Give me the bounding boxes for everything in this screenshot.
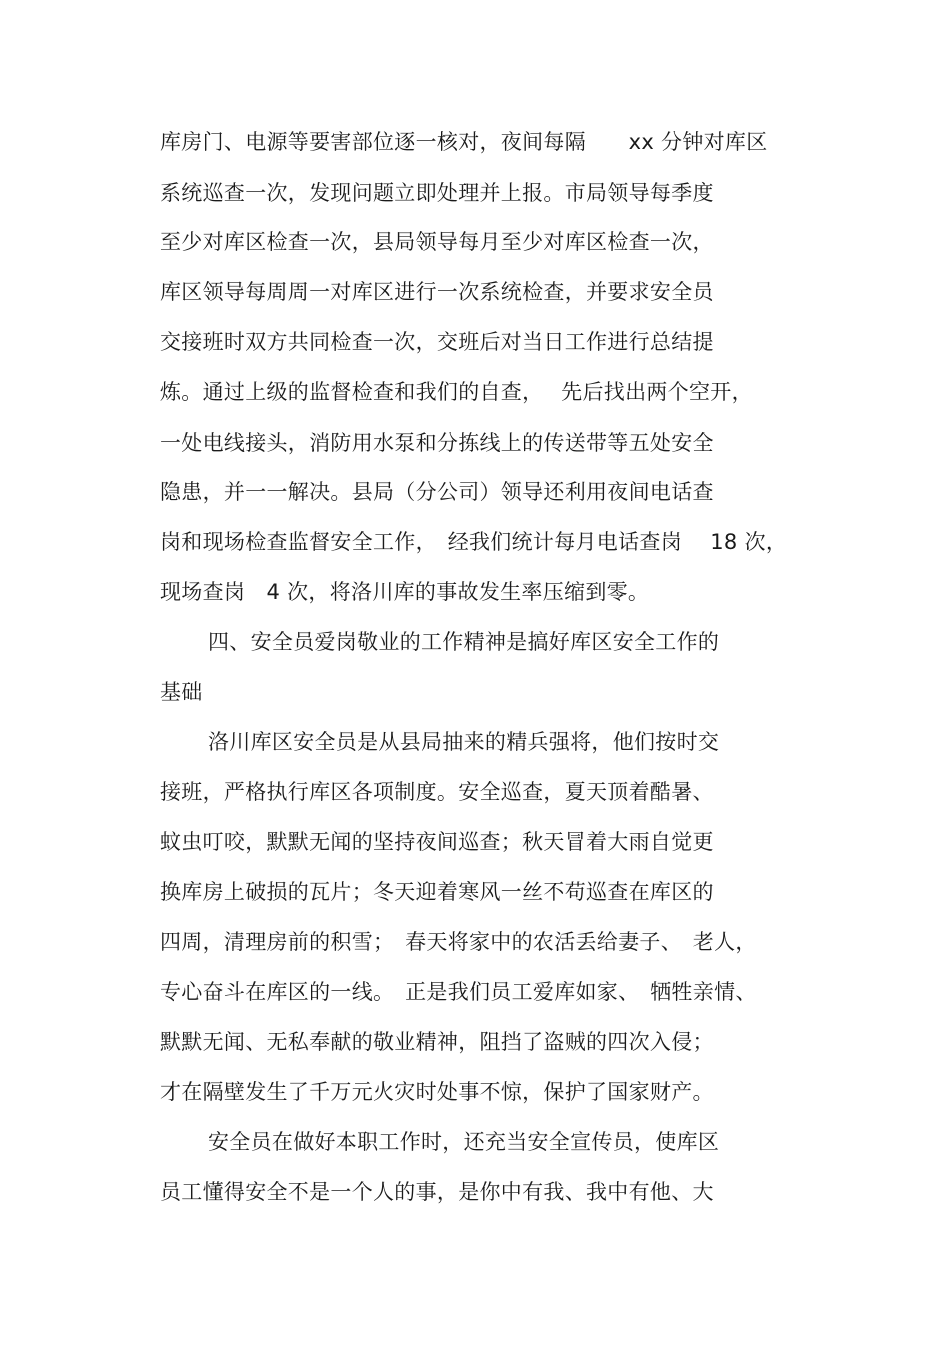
text-line: 至少对库区检查一次，县局领导每月至少对库区检查一次， — [160, 230, 714, 254]
text-line: 系统巡查一次，发现问题立即处理并上报。市局领导每季度 — [160, 181, 714, 205]
text-line: 炼。通过上级的监督检查和我们的自查， 先后找出两个空开， — [160, 380, 753, 404]
text-line: 隐患，并一一解决。县局（分公司）领导还利用夜间电话查 — [160, 480, 714, 504]
section-heading-cont: 基础 — [160, 680, 203, 704]
text-line: 换库房上破损的瓦片；冬天迎着寒风一丝不苟巡查在库区的 — [160, 880, 714, 904]
text-line: 四周，清理房前的积雪； 春天将家中的农活丢给妻子、 老人， — [160, 930, 757, 954]
text-line: 员工懂得安全不是一个人的事，是你中有我、我中有他、大 — [160, 1180, 714, 1204]
text-line: 蚊虫叮咬，默默无闻的坚持夜间巡查；秋天冒着大雨自觉更 — [160, 830, 714, 854]
text-line: 一处电线接头，消防用水泵和分拣线上的传送带等五处安全 — [160, 431, 714, 455]
text-line: 专心奋斗在库区的一线。 正是我们员工爱库如家、 牺牲亲情、 — [160, 980, 757, 1004]
paragraph-start: 洛川库区安全员是从县局抽来的精兵强将，他们按时交 — [208, 730, 720, 754]
text-line: 交接班时双方共同检查一次，交班后对当日工作进行总结提 — [160, 330, 714, 354]
text-line: 默默无闻、无私奉献的敬业精神，阻挡了盗贼的四次入侵； — [160, 1030, 714, 1054]
text-line: 才在隔壁发生了千万元火灾时处事不惊，保护了国家财产。 — [160, 1080, 714, 1104]
text-line: 接班，严格执行库区各项制度。安全巡查，夏天顶着酷暑、 — [160, 780, 714, 804]
text-line: 库房门、电源等要害部位逐一核对，夜间每隔 xx 分钟对库区 — [160, 130, 768, 154]
section-heading: 四、安全员爱岗敬业的工作精神是搞好库区安全工作的 — [208, 630, 720, 654]
paragraph-start: 安全员在做好本职工作时，还充当安全宣传员，使库区 — [208, 1130, 720, 1154]
text-line: 岗和现场检查监督安全工作， 经我们统计每月电话查岗 18 次， — [160, 530, 788, 554]
text-line: 现场查岗 4 次，将洛川库的事故发生率压缩到零。 — [160, 580, 650, 604]
text-line: 库区领导每周周一对库区进行一次系统检查，并要求安全员 — [160, 280, 714, 304]
